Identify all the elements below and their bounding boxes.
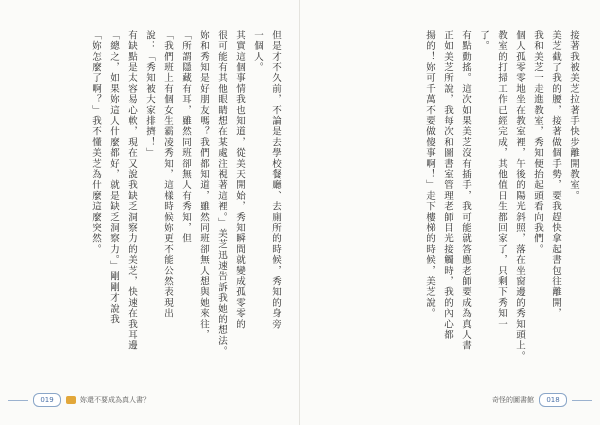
paragraph: 美芝截了我的腰，接著做個手勢，要我趕快拿起書包往離開，: [550, 30, 561, 319]
paragraph: 教室的打掃工作已經完成，其他值日生都回家了，只剩下秀知一: [496, 30, 507, 330]
right-body-text: [322, 30, 582, 375]
page-number: 018: [539, 393, 567, 407]
paragraph: 有點動搖。這次如果美芝沒有插手，我可能就答應老師要成為真人書: [460, 30, 471, 351]
left-page-footer: [8, 391, 150, 409]
paragraph: 「妳怎麼了啊？」我不懂美芝為什麼這麼突然。: [90, 30, 101, 255]
right-page-footer: [492, 391, 592, 409]
right-page: [300, 0, 600, 425]
chapter-title: 奇怪的圖書館: [492, 396, 534, 404]
paragraph: 接著我被美芝拉著手快步離開教室。: [568, 30, 579, 202]
paragraph: 我和美芝一走進教室，秀知便抬起頭看向我們。: [532, 30, 543, 255]
paragraph: 說：「秀知被大家排擠！」: [144, 30, 155, 159]
paragraph: 個人孤零零地坐在教室裡，午後的陽光斜照，落在坐窗邊的秀知頭上。: [514, 30, 525, 362]
paragraph: 了。: [478, 30, 489, 52]
page-number: 019: [33, 393, 61, 407]
paragraph: 有缺點是太容易心軟，現在又說我缺乏洞察力的美芝，快速在我耳邊: [126, 30, 137, 351]
paragraph: 其實這個事情我也知道，從美天開始，秀知瞬間就變成孤零零的: [234, 30, 245, 330]
paragraph: 「總之，如果妳這人什麼都好，就是缺乏洞察力。」剛剛才說我: [108, 30, 119, 325]
paragraph: 很可能有其他眼睛想在某處注視著這裡。」美芝迅速告訴我她的想法。: [216, 30, 227, 357]
paragraph: 揚的！妳可千萬不要做傻事啊！」走下樓梯的時候，美芝說。: [424, 30, 435, 319]
running-title: 妳還不要成為真人書？: [80, 396, 150, 404]
footer-rule: [8, 400, 28, 401]
paragraph: 一個人。: [252, 30, 263, 73]
paragraph: 正如美芝所說，我每次和圖書室管理老師目光接觸時，我的內心都: [442, 30, 453, 341]
paragraph: 妳和秀知是好朋友嗎？我們都知道，雖然同班卻無人想與她來往，: [198, 30, 209, 341]
paragraph: 「所謂隱藏有耳，雖然同班卻無人有秀知，但: [180, 30, 191, 244]
paragraph: 但是才不久前，不論是去學校餐廳、去廁所的時候，秀知的身旁: [270, 30, 281, 330]
publisher-logo-icon: [66, 396, 76, 404]
footer-rule: [572, 400, 592, 401]
left-body-text: [14, 30, 284, 375]
paragraph: 「我們班上有個女生霸凌秀知，這樣時候妳更不能公然表現出: [162, 30, 173, 319]
